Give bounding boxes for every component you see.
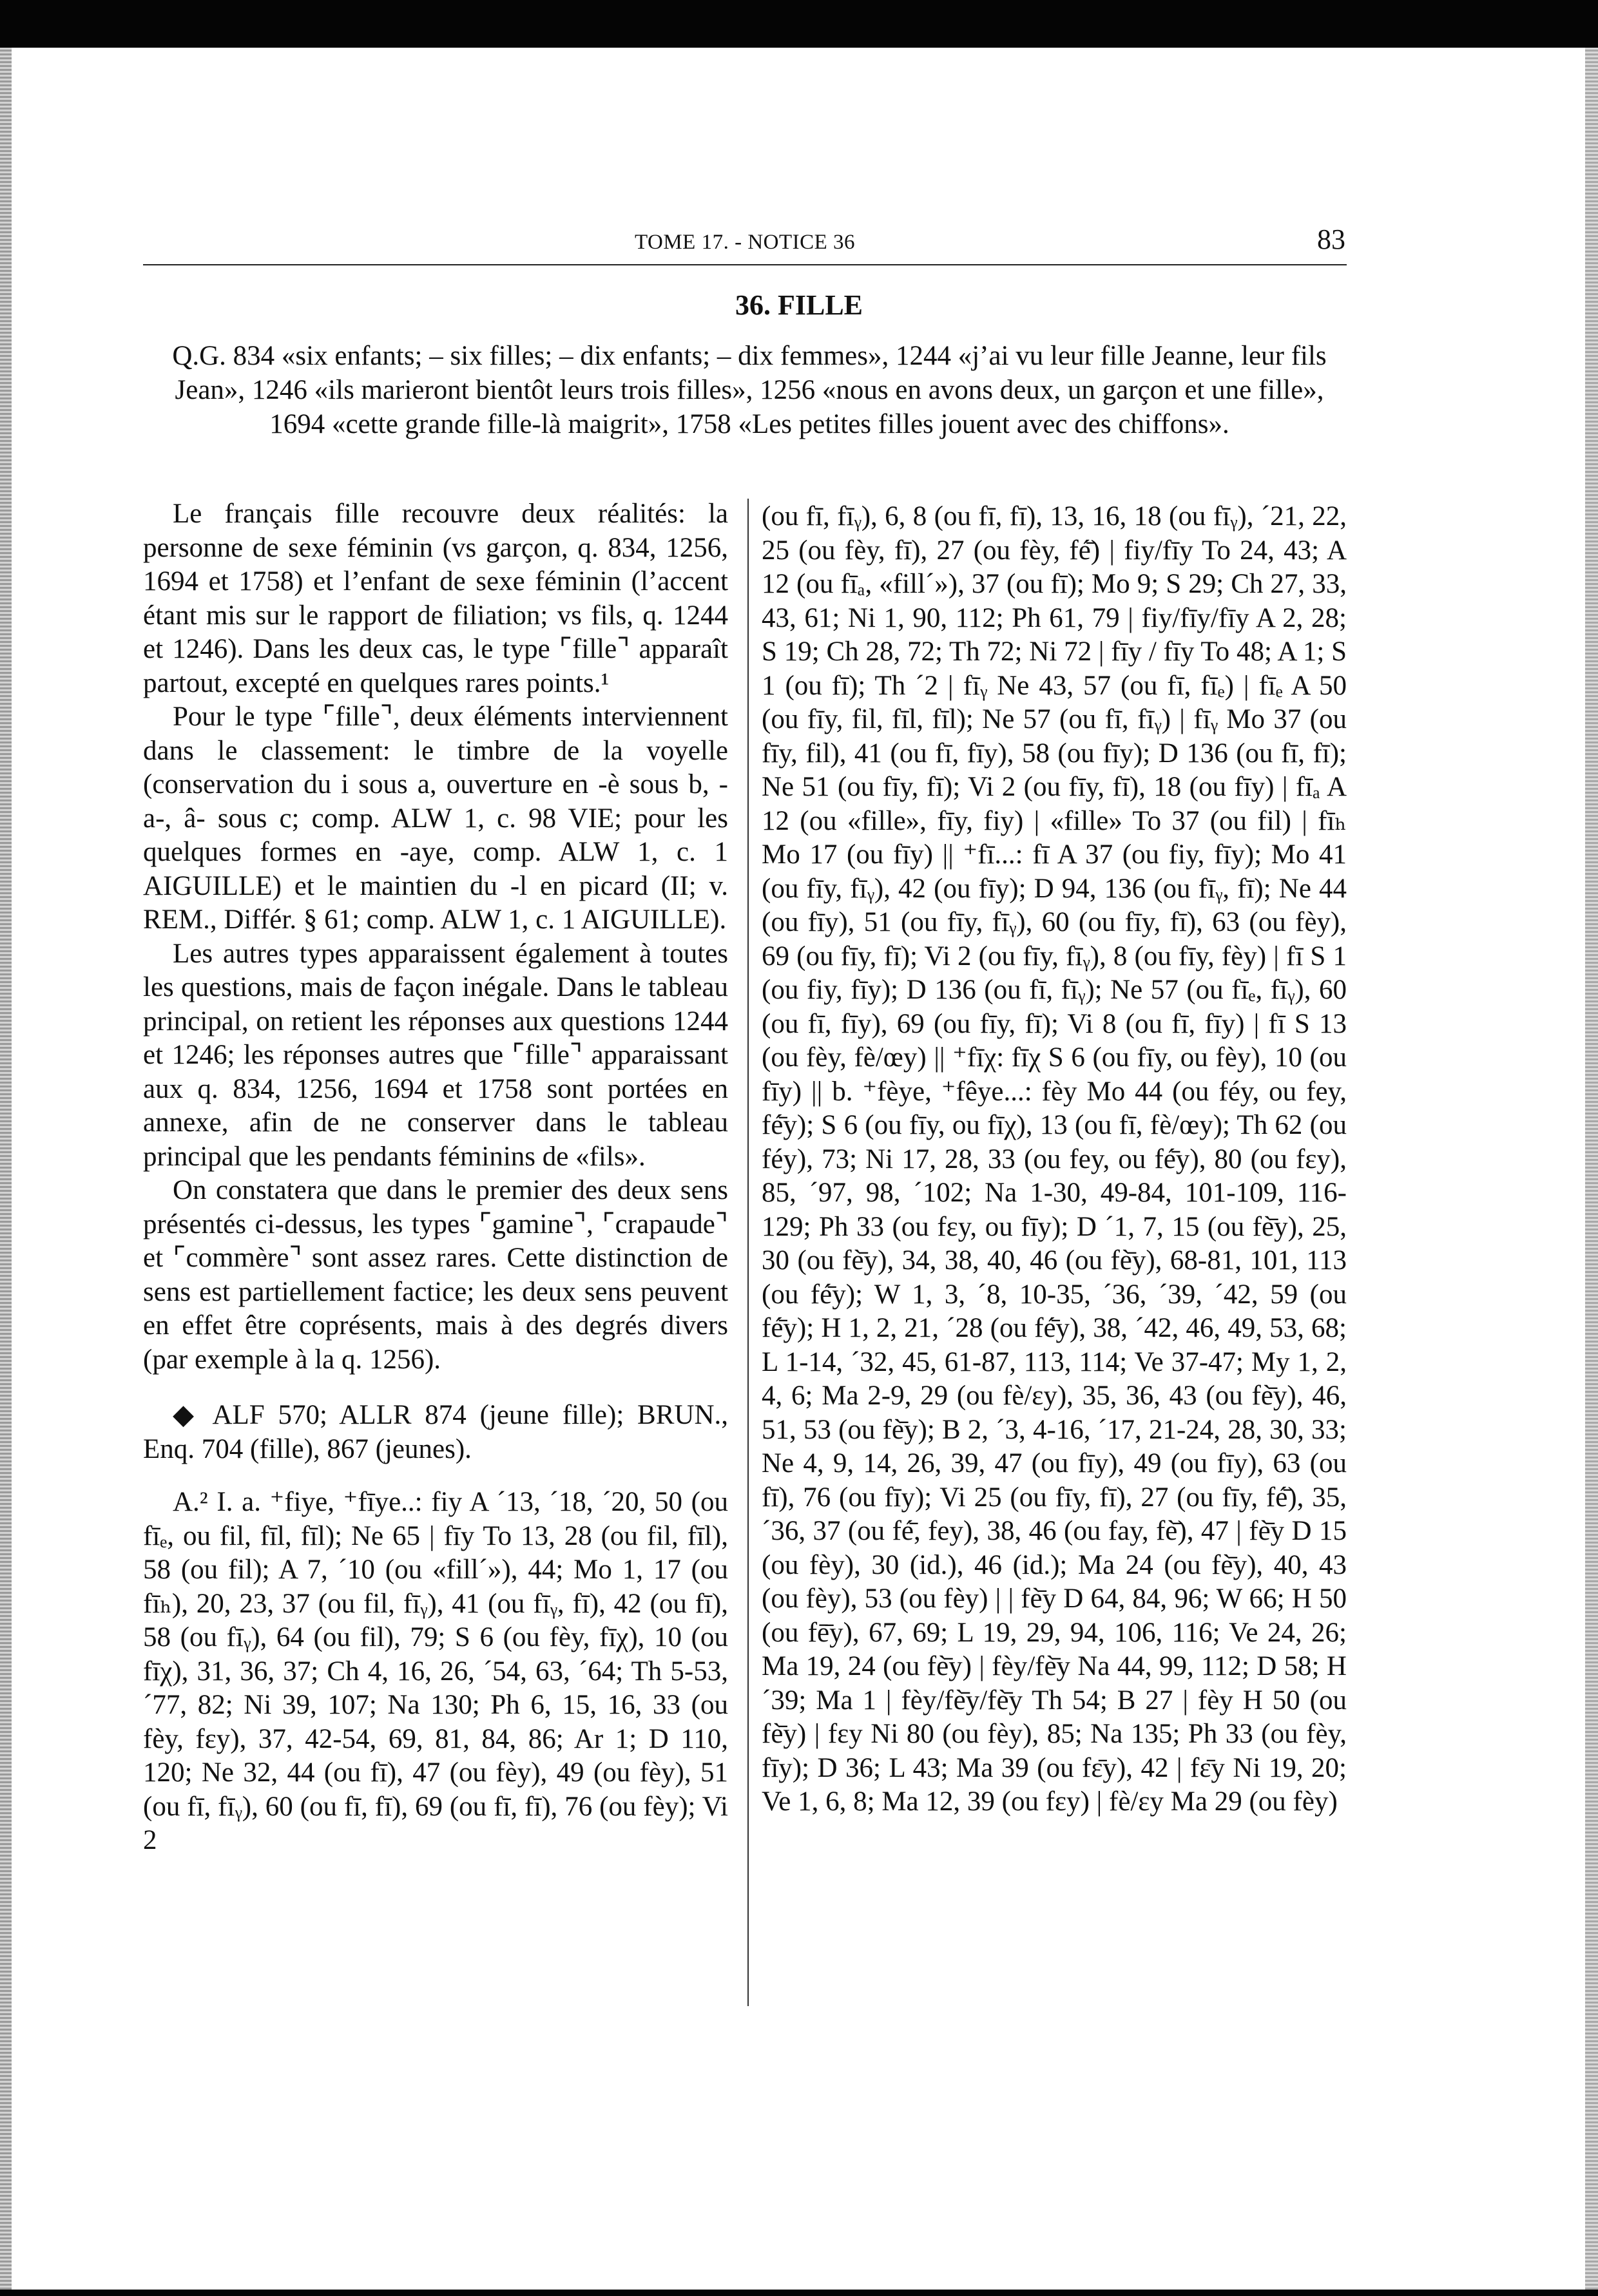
page-number: 83 [1317, 224, 1345, 255]
paragraph-other-types: Les autres types apparaissent également à toutes les questions, mais de façon inégale. Dans le tableau principal, on retient les réponses aux questions 1244 et 1246; les réponses autres que ⌜fille⌝ apparaissant aux q. 834, 1256, 1694 et 1758 sont portées en annexe, afin de ne conserver dans le tableau principal que les pendants féminins de «fils». [143, 938, 728, 1172]
scan-right-edge [1585, 48, 1598, 2290]
scan-bottom-border [0, 2290, 1598, 2296]
left-column [143, 497, 728, 1858]
column-divider [747, 499, 749, 2006]
running-title: TOME 17. - NOTICE 36 [634, 231, 856, 254]
references-paragraph: ◆ ALF 570; ALLR 874 (jeune fille); BRUN., Enq. 704 (fille), 867 (jeunes). [143, 1400, 728, 1464]
header-rule [143, 264, 1347, 265]
article-title: 36. FILLE [735, 289, 863, 321]
paragraph-senses: On constatera que dans le premier des deux sens présentés ci-dessus, les types ⌜gamine⌝, ⌜crapaude⌝ et ⌜commère⌝ sont assez rares. Cette distinction de sens est partiellement factice; les deux sens peuvent en effet être coprésents, mais à des degrés divers (par exemple à la q. 1256). [143, 1175, 728, 1375]
paragraph-classification: Pour le type ⌜fille⌝, deux éléments interviennent dans le classement: le timbre de la voyelle (conservation du i sous a, ouverture en -è sous b, -a-, â- sous c; comp. ALW 1, c. 98 VIE; pour les quelques formes en -aye, comp. ALW 1, c. 1 AIGUILLE) et le maintien du -l en picard (II; v. REM., Différ. § 61; comp. ALW 1, c. 1 AIGUILLE). [143, 702, 728, 935]
scan-top-border [0, 0, 1598, 48]
right-column [762, 500, 1347, 1819]
questions-block: Q.G. 834 «six enfants; – six filles; – dix enfants; – dix femmes», 1244 «j’ai vu leur fille Jeanne, leur fils Jean», 1246 «ils marieront bientôt leurs trois filles», 1256 «nous en avons deux, un garçon et une fille», 1694 «cette grande fille-là maigrit», 1758 «Les petites filles jouent avec des chiffons». [172, 341, 1327, 439]
running-head [143, 223, 1347, 262]
scan-left-edge [0, 48, 12, 2290]
paragraph-intro: Le français fille recouvre deux réalités: la personne de sexe féminin (vs garçon, q. 834, 1256, 1694 et 1758) et l’enfant de sexe féminin (l’accent étant mis sur le rapport de filiation; vs fils, q. 1244 et 1246). Dans les deux cas, le type ⌜fille⌝ apparaît partout, excepté en quelques rares points.¹ [143, 499, 728, 698]
forms-list-continued: (ou fī, fīᵧ), 6, 8 (ou fī, fī), 13, 16, 18 (ou fīᵧ), ´21, 22, 25 (ou fèy, fī), 27 (ou fèy, fé̄) | fiy/fīy To 24, 43; A 12 (ou fīₐ, «fill´»), 37 (ou fī); Mo 9; S 29; Ch 27, 33, 43, 61; Ni 1, 90, 112; Ph 61, 79 | fiy/fīy/fīy A 2, 28; S 19; Ch 28, 72; Th 72; Ni 72 | fīy / fīy To 48; A 1; S 1 (ou fī); Th ´2 | fīᵧ Ne 43, 57 (ou fī, fīₑ) | fīₑ A 50 (ou fīy, fil, fīl, fīl); Ne 57 (ou fī, fīᵧ) | fīᵧ Mo 37 (ou fīy, fil), 41 (ou fī, fīy), 58 (ou fīy); D 136 (ou fī, fī); Ne 51 (ou fīy, fī); Vi 2 (ou fīy, fī), 18 (ou fīy) | fīₐ A 12 (ou «fille», fīy, fiy) | «fille» To 37 (ou fil) | fīₕ Mo 17 (ou fīy) || ⁺fī...: fī A 37 (ou fiy, fīy); Mo 41 (ou fīy, fīᵧ), 42 (ou fīy); D 94, 136 (ou fīᵧ, fī); Ne 44 (ou fīy), 51 (ou fīy, fīᵧ), 60 (ou fīy, fī), 63 (ou fèy), 69 (ou fīy, fī); Vi 2 (ou fīy, fīᵧ), 8 (ou fīy, fèy) | fī S 1 (ou fiy, fīy); D 136 (ou fī, fīᵧ); Ne 57 (ou fīₑ, fīᵧ), 60 (ou fī, fīy), 69 (ou fīy, fī); Vi 8 (ou fī, fīy) | fī S 13 (ou fèy, fè/œy) || ⁺fīχ: fīχ S 6 (ou fīy, ou fèy), 10 (ou fīy) || b. ⁺fèye, ⁺fêye...: fèy Mo 44 (ou féy, ou fey, fé̄y); S 6 (ou fīy, ou fīχ), 13 (ou fī, fè/œy); Th 62 (ou féy), 73; Ni 17, 28, 33 (ou fey, ou fé̄y), 80 (ou fɛy), 85, ´97, 98, ´102; Na 1-30, 49-84, 101-109, 116-129; Ph 33 (ou fɛy, ou fīy); D ´1, 7, 15 (ou fè̄y), 25, 30 (ou fè̄y), 34, 38, 40, 46 (ou fè̄y), 68-81, 101, 113 (ou fé̄y); W 1, 3, ´8, 10-35, ´36, ´39, ´42, 59 (ou fé̄y); H 1, 2, 21, ´28 (ou fé̄y), 38, ´42, 46, 49, 53, 68; L 1-14, ´32, 45, 61-87, 113, 114; Ve 37-47; My 1, 2, 4, 6; Ma 2-9, 29 (ou fè/ɛy), 35, 36, 43 (ou fè̄y), 46, 51, 53 (ou fè̄y); B 2, ´3, 4-16, ´17, 21-24, 28, 30, 33; Ne 4, 9, 14, 26, 39, 47 (ou fīy), 49 (ou fīy), 63 (ou fī), 76 (ou fīy); Vi 25 (ou fīy, fī), 27 (ou fīy, fé̄), 35, ´36, 37 (ou fé̄, fey), 38, 46 (ou fay, fè̄), 47 | fè̄y D 15 (ou fèy), 30 (id.), 46 (id.); Ma 24 (ou fè̄y), 40, 43 (ou fèy), 53 (ou fèy) | | fè̄y D 64, 84, 96; W 66; H 50 (ou fē̄y), 67, 69; L 19, 29, 94, 106, 116; Ve 24, 26; Ma 19, 24 (ou fè̄y) | fèy/fè̄y Na 44, 99, 112; D 58; H ´39; Ma 1 | fèy/fè̄y/fè̄y Th 54; B 27 | fèy H 50 (ou fè̄y) | fɛy Ni 80 (ou fèy), 85; Na 135; Ph 33 (ou fèy, fīy); D 36; L 43; Ma 39 (ou fɛ̄y), 42 | fɛ̄y Ni 19, 20; Ve 1, 6, 8; Ma 12, 39 (ou fɛy) | fè/ɛy Ma 29 (ou fèy) [762, 501, 1347, 1817]
forms-list-start: A.² I. a. ⁺fiye, ⁺fīye..: fiy A ´13, ´18, ´20, 50 (ou fīₑ, ou fil, fīl, fīl); Ne 65 | fīy To 13, 28 (ou fil, fīl), 58 (ou fil); A 7, ´10 (ou «fill´»), 44; Mo 1, 17 (ou fīₕ), 20, 23, 37 (ou fil, fīᵧ), 41 (ou fīᵧ, fī), 42 (ou fī), 58 (ou fīᵧ), 64 (ou fil), 79; S 6 (ou fèy, fīχ), 10 (ou fīχ), 31, 36, 37; Ch 4, 16, 26, ´54, 63, ´64; Th 5-53, ´77, 82; Ni 39, 107; Na 130; Ph 6, 15, 16, 33 (ou fèy, fɛy), 37, 42-54, 69, 81, 84, 86; Ar 1; D 110, 120; Ne 32, 44 (ou fī), 47 (ou fèy), 49 (ou fèy), 51 (ou fī, fīᵧ), 60 (ou fī, fī), 69 (ou fī, fī), 76 (ou fèy); Vi 2 [143, 1487, 728, 1855]
